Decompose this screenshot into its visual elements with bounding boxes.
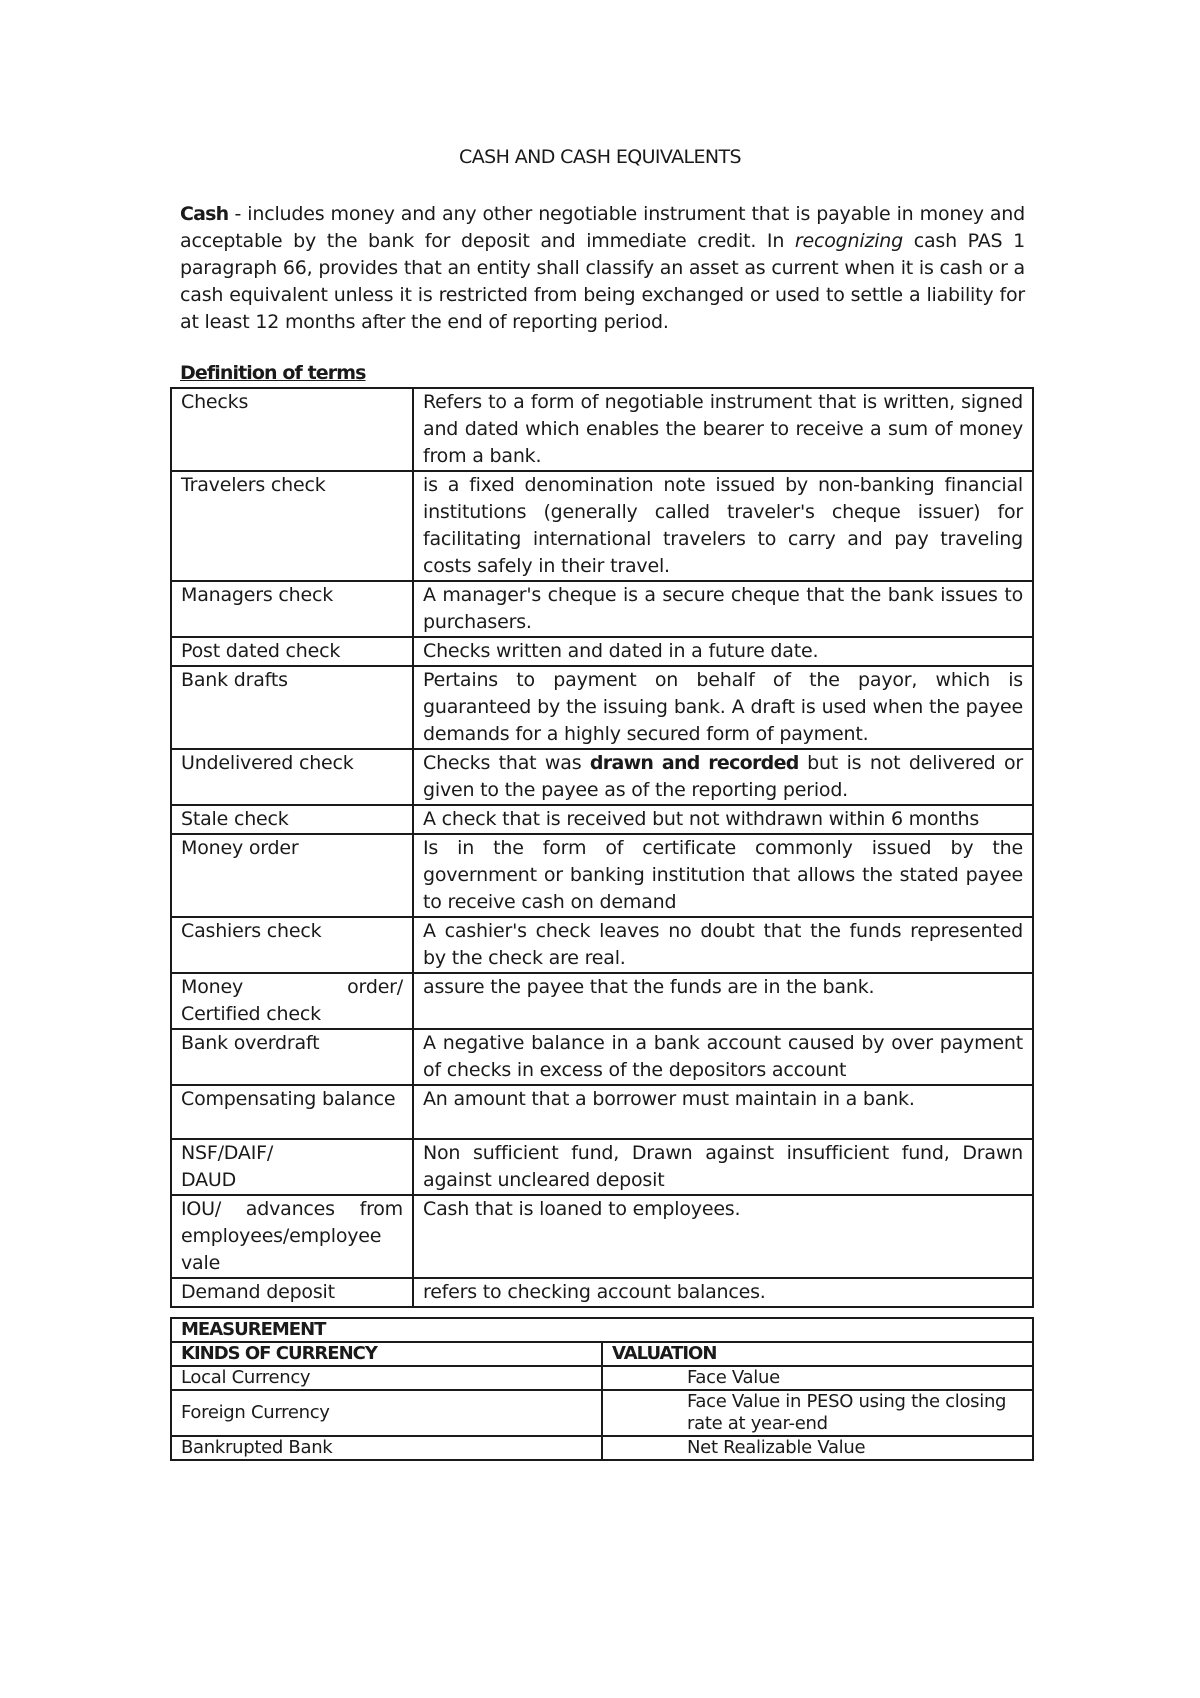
term-cell: Undelivered check — [171, 749, 413, 805]
intro-text-continued: cash PAS 1 paragraph 66, provides that an entity shall classify an asset as current when it is cash or a cash equivalent unless it is restricted from being exchanged or used to settle a liability for at least 12 months after the end of reporting period. — [180, 230, 1025, 333]
cash-definition-paragraph — [180, 201, 1025, 336]
term-cell: Bank drafts — [171, 666, 413, 749]
table-row — [171, 471, 1033, 581]
table-row — [171, 805, 1033, 834]
definition-cell: Non sufficient fund, Drawn against insufficient fund, Drawn against uncleared deposit — [413, 1139, 1033, 1195]
definitions-heading: Definition of terms — [180, 362, 366, 384]
table-row — [171, 637, 1033, 666]
table-row — [171, 1195, 1033, 1278]
definitions-table — [170, 387, 1034, 1308]
intro-text: - includes money and any other negotiable instrument that is payable in money and acceptable by the bank for deposit and immediate credit. In — [180, 203, 1025, 252]
term-line: vale — [181, 1252, 221, 1274]
definition-cell — [413, 749, 1033, 805]
document-title: CASH AND CASH EQUIVALENTS — [459, 146, 741, 168]
table-row — [171, 1436, 1033, 1460]
table-row — [171, 1390, 1033, 1436]
table-row — [171, 1318, 1033, 1342]
definition-cell: A manager's cheque is a secure cheque that the bank issues to purchasers. — [413, 581, 1033, 637]
definition-text-continued: but is not delivered or given to the payee as of the reporting period. — [423, 752, 1023, 801]
column-header: KINDS OF CURRENCY — [171, 1342, 602, 1366]
term-cell: Stale check — [171, 805, 413, 834]
valuation-cell: Face Value in PESO using the closing rate at year-end — [602, 1390, 1033, 1436]
table-row — [171, 749, 1033, 805]
term-cell: Travelers check — [171, 471, 413, 581]
table-row — [171, 917, 1033, 973]
definition-cell: A cashier's check leaves no doubt that the funds represented by the check are real. — [413, 917, 1033, 973]
table-row — [171, 581, 1033, 637]
term-cell: Bank overdraft — [171, 1029, 413, 1085]
definition-cell: Is in the form of certificate commonly issued by the government or banking institution that allows the stated payee to receive cash on demand — [413, 834, 1033, 917]
term-cell: Managers check — [171, 581, 413, 637]
valuation-cell: Face Value — [602, 1366, 1033, 1390]
definition-cell: assure the payee that the funds are in the bank. — [413, 973, 1033, 1029]
measurement-heading: MEASUREMENT — [171, 1318, 1033, 1342]
currency-kind-cell: Local Currency — [171, 1366, 602, 1390]
table-row — [171, 666, 1033, 749]
measurement-table — [170, 1317, 1034, 1461]
table-row — [171, 1366, 1033, 1390]
table-row — [171, 1278, 1033, 1307]
definition-cell: Pertains to payment on behalf of the payor, which is guaranteed by the issuing bank. A draft is used when the payee demands for a highly secured form of payment. — [413, 666, 1033, 749]
currency-kind-cell: Bankrupted Bank — [171, 1436, 602, 1460]
term-cell: Cashiers check — [171, 917, 413, 973]
term-cell — [171, 1195, 413, 1278]
definition-cell: Checks written and dated in a future date. — [413, 637, 1033, 666]
term-line: Money order/ — [181, 976, 403, 998]
definition-text: Checks that was — [423, 752, 590, 774]
table-row — [171, 973, 1033, 1029]
table-row — [171, 388, 1033, 471]
definition-cell: A check that is received but not withdrawn within 6 months — [413, 805, 1033, 834]
term-cell: NSF/DAIF/ DAUD — [171, 1139, 413, 1195]
term-line: IOU/ advances from employees/employee — [181, 1198, 403, 1247]
term-cell: Demand deposit — [171, 1278, 413, 1307]
term-cell: Money order — [171, 834, 413, 917]
table-row — [171, 834, 1033, 917]
term-cell: Compensating balance — [171, 1085, 413, 1139]
definition-cell: is a fixed denomination note issued by non-banking financial institutions (generally called traveler's cheque issuer) for facilitating international travelers to carry and pay traveling costs safely in their travel. — [413, 471, 1033, 581]
column-header: VALUATION — [602, 1342, 1033, 1366]
term-cell: Post dated check — [171, 637, 413, 666]
term-cell: Checks — [171, 388, 413, 471]
table-row — [171, 1085, 1033, 1139]
definition-cell: Cash that is loaned to employees. — [413, 1195, 1033, 1278]
bold-phrase: drawn and recorded — [589, 752, 799, 774]
italic-word: recognizing — [794, 230, 904, 252]
table-row — [171, 1139, 1033, 1195]
valuation-cell: Net Realizable Value — [602, 1436, 1033, 1460]
term-line: Certified check — [181, 1003, 321, 1025]
table-header-row — [171, 1342, 1033, 1366]
cash-term: Cash — [180, 203, 229, 225]
table-row — [171, 1029, 1033, 1085]
currency-kind-cell: Foreign Currency — [171, 1390, 602, 1436]
term-cell — [171, 973, 413, 1029]
definition-cell: An amount that a borrower must maintain in a bank. — [413, 1085, 1033, 1139]
definition-cell: refers to checking account balances. — [413, 1278, 1033, 1307]
definition-cell: A negative balance in a bank account caused by over payment of checks in excess of the depositors account — [413, 1029, 1033, 1085]
definition-cell: Refers to a form of negotiable instrument that is written, signed and dated which enables the bearer to receive a sum of money from a bank. — [413, 388, 1033, 471]
